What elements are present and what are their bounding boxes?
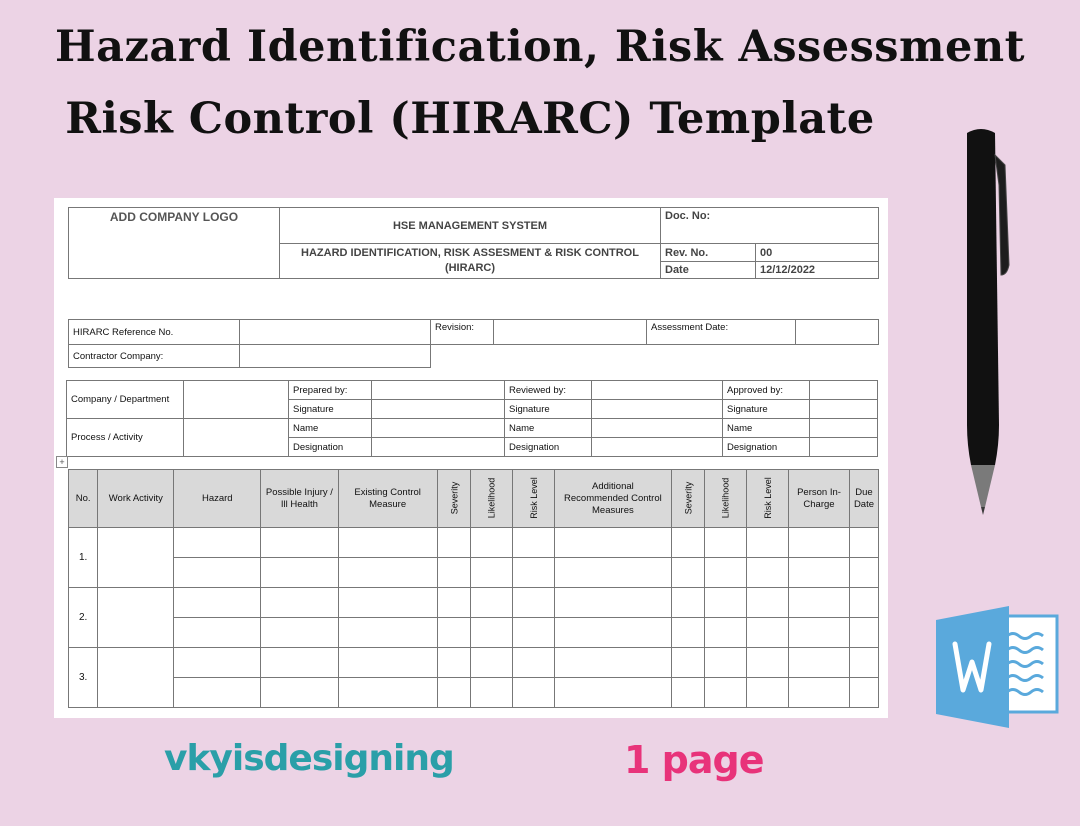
row-number: 2. — [69, 588, 98, 648]
document-title: HAZARD IDENTIFICATION, RISK ASSESMENT & RISK CONTROL (HIRARC) — [280, 244, 661, 279]
table-row — [69, 648, 879, 678]
cell[interactable] — [471, 618, 513, 648]
cell[interactable] — [849, 678, 878, 708]
cell[interactable] — [338, 618, 437, 648]
cell[interactable] — [338, 528, 437, 558]
hirarc-ref-field[interactable] — [240, 320, 431, 345]
cell[interactable] — [555, 618, 671, 648]
approved-designation-label: Designation — [723, 438, 810, 457]
cell[interactable] — [789, 678, 850, 708]
cell[interactable] — [512, 648, 555, 678]
cell[interactable] — [437, 648, 471, 678]
cell[interactable] — [555, 588, 671, 618]
cell[interactable] — [671, 618, 705, 648]
col-likelihood-2: Likelihood — [705, 470, 747, 528]
cell[interactable] — [261, 558, 338, 588]
cell[interactable] — [512, 528, 555, 558]
cell[interactable] — [705, 558, 747, 588]
page-title-line-1: Hazard Identification, Risk Assessment — [55, 22, 1025, 72]
approved-by-label: Approved by: — [723, 381, 810, 400]
page-title-line-2: Risk Control (HIRARC) Template — [65, 94, 875, 144]
col-existing-control: Existing Control Measure — [338, 470, 437, 528]
cell[interactable] — [789, 558, 850, 588]
doc-no-label: Doc. No: — [661, 208, 879, 244]
date-value: 12/12/2022 — [756, 262, 879, 279]
cell[interactable] — [746, 588, 789, 618]
approved-by-field[interactable] — [810, 381, 878, 400]
reviewed-signature-field[interactable] — [592, 400, 723, 419]
prepared-signature-field[interactable] — [372, 400, 505, 419]
rev-no-value: 00 — [756, 244, 879, 262]
approved-name-label: Name — [723, 419, 810, 438]
approved-name-field[interactable] — [810, 419, 878, 438]
cell[interactable] — [261, 588, 338, 618]
prepared-name-label: Name — [289, 419, 372, 438]
approved-signature-label: Signature — [723, 400, 810, 419]
revision-label: Revision: — [431, 320, 494, 345]
cell[interactable] — [437, 678, 471, 708]
cell[interactable] — [705, 648, 747, 678]
col-no: No. — [69, 470, 98, 528]
cell[interactable] — [98, 588, 174, 648]
reviewed-by-label: Reviewed by: — [505, 381, 592, 400]
cell[interactable] — [471, 528, 513, 558]
cell[interactable] — [671, 558, 705, 588]
cell[interactable] — [338, 588, 437, 618]
col-due-date: Due Date — [849, 470, 878, 528]
cell[interactable] — [555, 528, 671, 558]
cell[interactable] — [705, 678, 747, 708]
cell[interactable] — [437, 558, 471, 588]
cell[interactable] — [338, 648, 437, 678]
brand-name: vkyisdesigning — [164, 738, 454, 779]
cell[interactable] — [746, 618, 789, 648]
cell[interactable] — [789, 618, 850, 648]
reference-table — [68, 319, 879, 368]
cell[interactable] — [512, 588, 555, 618]
cell[interactable] — [471, 558, 513, 588]
cell[interactable] — [174, 618, 261, 648]
cell[interactable] — [437, 618, 471, 648]
cell[interactable] — [98, 528, 174, 588]
cell[interactable] — [746, 558, 789, 588]
reviewed-designation-field[interactable] — [592, 438, 723, 457]
cell[interactable] — [174, 588, 261, 618]
contractor-field[interactable] — [240, 345, 431, 368]
reviewed-by-field[interactable] — [592, 381, 723, 400]
word-icon — [933, 604, 1063, 730]
col-risk-level-2: Risk Level — [746, 470, 789, 528]
cell[interactable] — [789, 528, 850, 558]
date-label: Date — [661, 262, 756, 279]
cell[interactable] — [705, 588, 747, 618]
move-handle-icon[interactable]: + — [56, 456, 68, 468]
cell[interactable] — [671, 528, 705, 558]
cell[interactable] — [471, 678, 513, 708]
process-activity-field[interactable] — [184, 419, 289, 457]
cell[interactable] — [849, 588, 878, 618]
rev-no-label: Rev. No. — [661, 244, 756, 262]
revision-field[interactable] — [494, 320, 647, 345]
col-severity: Severity — [437, 470, 471, 528]
cell[interactable] — [671, 588, 705, 618]
pen-icon — [955, 125, 1015, 520]
cell[interactable] — [705, 528, 747, 558]
approved-designation-field[interactable] — [810, 438, 878, 457]
reviewed-designation-label: Designation — [505, 438, 592, 457]
cell[interactable] — [471, 648, 513, 678]
cell[interactable] — [512, 558, 555, 588]
assessment-date-label: Assessment Date: — [647, 320, 796, 345]
page-count: 1 page — [624, 738, 764, 782]
header-table — [68, 207, 879, 279]
document-preview — [54, 198, 888, 718]
prepared-signature-label: Signature — [289, 400, 372, 419]
reviewed-signature-label: Signature — [505, 400, 592, 419]
cell[interactable] — [261, 678, 338, 708]
row-number: 3. — [69, 648, 98, 708]
system-name: HSE MANAGEMENT SYSTEM — [280, 208, 661, 244]
cell[interactable] — [338, 678, 437, 708]
cell[interactable] — [512, 618, 555, 648]
prepared-by-label: Prepared by: — [289, 381, 372, 400]
prepared-designation-label: Designation — [289, 438, 372, 457]
cell[interactable] — [671, 648, 705, 678]
table-row — [69, 558, 879, 588]
blank-area — [431, 345, 879, 368]
cell[interactable] — [789, 648, 850, 678]
cell[interactable] — [746, 528, 789, 558]
col-additional-control: Additional Recommended Control Measures — [555, 470, 671, 528]
cell[interactable] — [849, 558, 878, 588]
col-risk-level: Risk Level — [512, 470, 555, 528]
col-severity-2: Severity — [671, 470, 705, 528]
reviewed-name-field[interactable] — [592, 419, 723, 438]
hirarc-ref-label: HIRARC Reference No. — [69, 320, 240, 345]
company-department-label: Company / Department — [67, 381, 184, 419]
cell[interactable] — [671, 678, 705, 708]
cell[interactable] — [555, 558, 671, 588]
cell[interactable] — [849, 528, 878, 558]
col-possible-injury: Possible Injury / Ill Health — [261, 470, 338, 528]
cell[interactable] — [471, 588, 513, 618]
company-department-field[interactable] — [184, 381, 289, 419]
col-hazard: Hazard — [174, 470, 261, 528]
reviewed-name-label: Name — [505, 419, 592, 438]
table-row — [69, 618, 879, 648]
cell[interactable] — [849, 618, 878, 648]
cell[interactable] — [849, 648, 878, 678]
prepared-designation-field[interactable] — [372, 438, 505, 457]
table-row — [69, 588, 879, 618]
process-activity-label: Process / Activity — [67, 419, 184, 457]
cell[interactable] — [174, 648, 261, 678]
prepared-name-field[interactable] — [372, 419, 505, 438]
cell[interactable] — [746, 678, 789, 708]
cell[interactable] — [174, 528, 261, 558]
contractor-label: Contractor Company: — [69, 345, 240, 368]
cell[interactable] — [261, 648, 338, 678]
col-likelihood: Likelihood — [471, 470, 513, 528]
cell[interactable] — [705, 618, 747, 648]
cell[interactable] — [512, 678, 555, 708]
cell[interactable] — [338, 558, 437, 588]
table-row — [69, 528, 879, 558]
assessment-date-field[interactable] — [796, 320, 879, 345]
cell[interactable] — [555, 648, 671, 678]
cell[interactable] — [437, 588, 471, 618]
prepared-by-field[interactable] — [372, 381, 505, 400]
cell[interactable] — [555, 678, 671, 708]
cell[interactable] — [261, 528, 338, 558]
col-work-activity: Work Activity — [98, 470, 174, 528]
cell[interactable] — [261, 618, 338, 648]
risk-table — [68, 469, 879, 708]
signoff-table — [66, 380, 878, 457]
approved-signature-field[interactable] — [810, 400, 878, 419]
company-logo-placeholder: ADD COMPANY LOGO — [69, 208, 280, 279]
cell[interactable] — [437, 528, 471, 558]
col-person-in-charge: Person In-Charge — [789, 470, 850, 528]
cell[interactable] — [174, 558, 261, 588]
cell[interactable] — [789, 588, 850, 618]
row-number: 1. — [69, 528, 98, 588]
cell[interactable] — [98, 648, 174, 708]
cell[interactable] — [174, 678, 261, 708]
cell[interactable] — [746, 648, 789, 678]
table-row — [69, 678, 879, 708]
